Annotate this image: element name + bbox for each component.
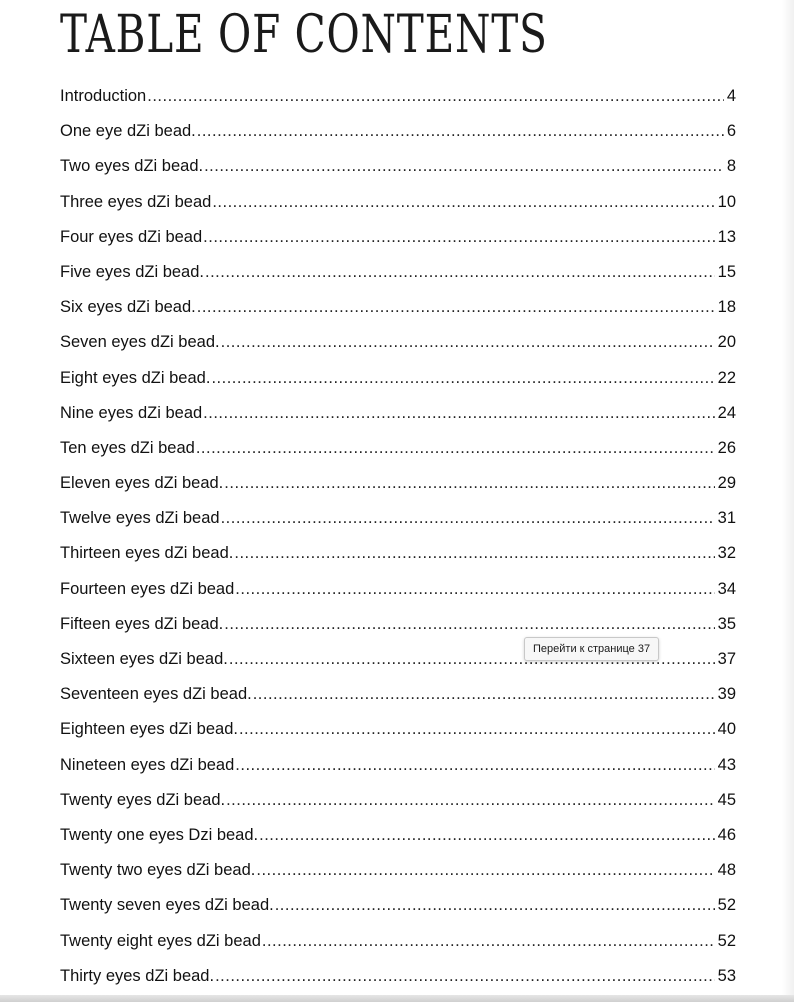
toc-entry-page-number: 35 xyxy=(717,614,736,633)
toc-entry-page-number: 29 xyxy=(717,474,736,493)
toc-entry[interactable] xyxy=(60,748,736,783)
page-edge xyxy=(782,0,794,1002)
toc-entry[interactable] xyxy=(60,185,736,220)
tooltip: Перейти к странице 37 xyxy=(524,637,659,661)
toc-leader-dots xyxy=(204,149,724,184)
toc-entry[interactable] xyxy=(60,783,736,818)
toc-entry[interactable] xyxy=(60,888,736,923)
toc-leader-dots xyxy=(211,361,714,396)
toc-entry-page-number: 53 xyxy=(717,966,736,985)
toc-entry-page-number: 45 xyxy=(717,790,736,809)
toc-entry-label: Six eyes dZi bead. xyxy=(60,298,196,317)
toc-leader-dots xyxy=(212,185,714,220)
toc-entry-label: Fourteen eyes dZi bead xyxy=(60,579,235,598)
toc-leader-dots xyxy=(262,924,715,959)
toc-entry-page-number: 32 xyxy=(717,544,736,563)
toc-entry-label: Eighteen eyes dZi bead. xyxy=(60,720,238,739)
toc-entry-page-number: 31 xyxy=(717,509,736,528)
toc-entry-page-number: 10 xyxy=(717,192,736,211)
toc-leader-dots xyxy=(197,114,724,149)
toc-leader-dots xyxy=(221,325,715,360)
toc-entry-label: Fifteen eyes dZi bead. xyxy=(60,614,224,633)
toc-entry-label: Twenty seven eyes dZi bead. xyxy=(60,896,274,915)
toc-leader-dots xyxy=(221,501,715,536)
toc-entry[interactable] xyxy=(60,677,736,712)
toc-entry-label: Seventeen eyes dZi bead. xyxy=(60,685,252,704)
toc-entry-label: Five eyes dZi bead. xyxy=(60,262,204,281)
toc-entry[interactable] xyxy=(60,290,736,325)
toc-entry-label: Twenty two eyes dZi bead. xyxy=(60,861,256,880)
toc-entry[interactable] xyxy=(60,149,736,184)
toc-entry-label: Thirty eyes dZi bead. xyxy=(60,966,215,985)
toc-entry-page-number: 40 xyxy=(717,720,736,739)
toc-entry-page-number: 15 xyxy=(717,262,736,281)
toc-entry-label: Seven eyes dZi bead. xyxy=(60,333,220,352)
toc-leader-dots xyxy=(224,466,714,501)
toc-leader-dots xyxy=(259,818,715,853)
toc-entry[interactable] xyxy=(60,501,736,536)
toc-leader-dots xyxy=(196,431,715,466)
toc-entry-label: Four eyes dZi bead xyxy=(60,227,203,246)
toc-entry-page-number: 18 xyxy=(717,298,736,317)
toc-entry-page-number: 46 xyxy=(717,825,736,844)
toc-entry[interactable] xyxy=(60,361,736,396)
toc-leader-dots xyxy=(203,220,714,255)
toc-entry-page-number: 8 xyxy=(726,157,736,176)
toc-entry[interactable] xyxy=(60,959,736,994)
toc-entry[interactable] xyxy=(60,712,736,747)
toc-leader-dots xyxy=(197,290,715,325)
toc-entry-label: Thirteen eyes dZi bead. xyxy=(60,544,234,563)
toc-entry-page-number: 6 xyxy=(726,122,736,141)
toc-leader-dots xyxy=(253,677,715,712)
toc-entry[interactable] xyxy=(60,220,736,255)
toc-entry-label: Ten eyes dZi bead xyxy=(60,438,195,457)
toc-entry-label: Twenty eyes dZi bead. xyxy=(60,790,226,809)
toc-entry[interactable] xyxy=(60,325,736,360)
toc-entry-page-number: 34 xyxy=(717,579,736,598)
toc-entry-label: Introduction xyxy=(60,87,147,105)
toc-entry-page-number: 20 xyxy=(717,333,736,352)
toc-leader-dots xyxy=(275,888,715,923)
toc-entry-label: Twelve eyes dZi bead xyxy=(60,509,220,528)
toc-entry-page-number: 26 xyxy=(717,438,736,457)
toc-entry[interactable] xyxy=(60,572,736,607)
toc-entry-label: Two eyes dZi bead. xyxy=(60,157,204,176)
toc-leader-dots xyxy=(147,79,724,114)
toc-entry[interactable] xyxy=(60,853,736,888)
toc-leader-dots xyxy=(203,396,714,431)
toc-entry-page-number: 52 xyxy=(717,896,736,915)
toc-entry[interactable] xyxy=(60,924,736,959)
toc-leader-dots xyxy=(256,853,714,888)
toc-entry[interactable] xyxy=(60,255,736,290)
toc-leader-dots xyxy=(226,783,715,818)
toc-entry[interactable] xyxy=(60,536,736,571)
toc-entry[interactable] xyxy=(60,431,736,466)
toc-entry-page-number: 24 xyxy=(717,403,736,422)
toc-leader-dots xyxy=(235,748,714,783)
toc-leader-dots xyxy=(235,572,714,607)
toc-entry-page-number: 48 xyxy=(717,861,736,880)
toc-entry-page-number: 37 xyxy=(717,650,736,668)
page-bottom-edge xyxy=(0,995,794,1002)
toc-entry-page-number: 39 xyxy=(717,685,736,704)
toc-entry-page-number: 4 xyxy=(726,87,736,105)
table-of-contents xyxy=(60,79,736,994)
toc-entry-label: Eight eyes dZi bead. xyxy=(60,368,211,387)
toc-leader-dots xyxy=(234,536,714,571)
toc-entry-label: Twenty eight eyes dZi bead xyxy=(60,931,261,950)
toc-entry[interactable] xyxy=(60,818,736,853)
toc-leader-dots xyxy=(239,712,715,747)
toc-entry[interactable] xyxy=(60,466,736,501)
toc-entry-label: One eye dZi bead. xyxy=(60,122,196,141)
toc-entry-label: Three eyes dZi bead xyxy=(60,192,212,211)
toc-entry-page-number: 22 xyxy=(717,368,736,387)
toc-entry-page-number: 13 xyxy=(717,227,736,246)
toc-entry[interactable] xyxy=(60,114,736,149)
toc-leader-dots xyxy=(215,959,715,994)
toc-entry-label: Twenty one eyes Dzi bead. xyxy=(60,825,259,844)
toc-leader-dots xyxy=(205,255,715,290)
toc-entry-label: Nine eyes dZi bead xyxy=(60,403,203,422)
toc-entry-label: Sixteen eyes dZi bead. xyxy=(60,650,228,668)
toc-entry-label: Nineteen eyes dZi bead xyxy=(60,755,235,774)
toc-entry-page-number: 43 xyxy=(717,755,736,774)
toc-entry[interactable] xyxy=(60,79,736,114)
toc-entry-page-number: 52 xyxy=(717,931,736,950)
toc-entry[interactable] xyxy=(60,396,736,431)
toc-entry-label: Eleven eyes dZi bead. xyxy=(60,474,224,493)
page-title: TABLE OF CONTENTS xyxy=(60,5,548,65)
